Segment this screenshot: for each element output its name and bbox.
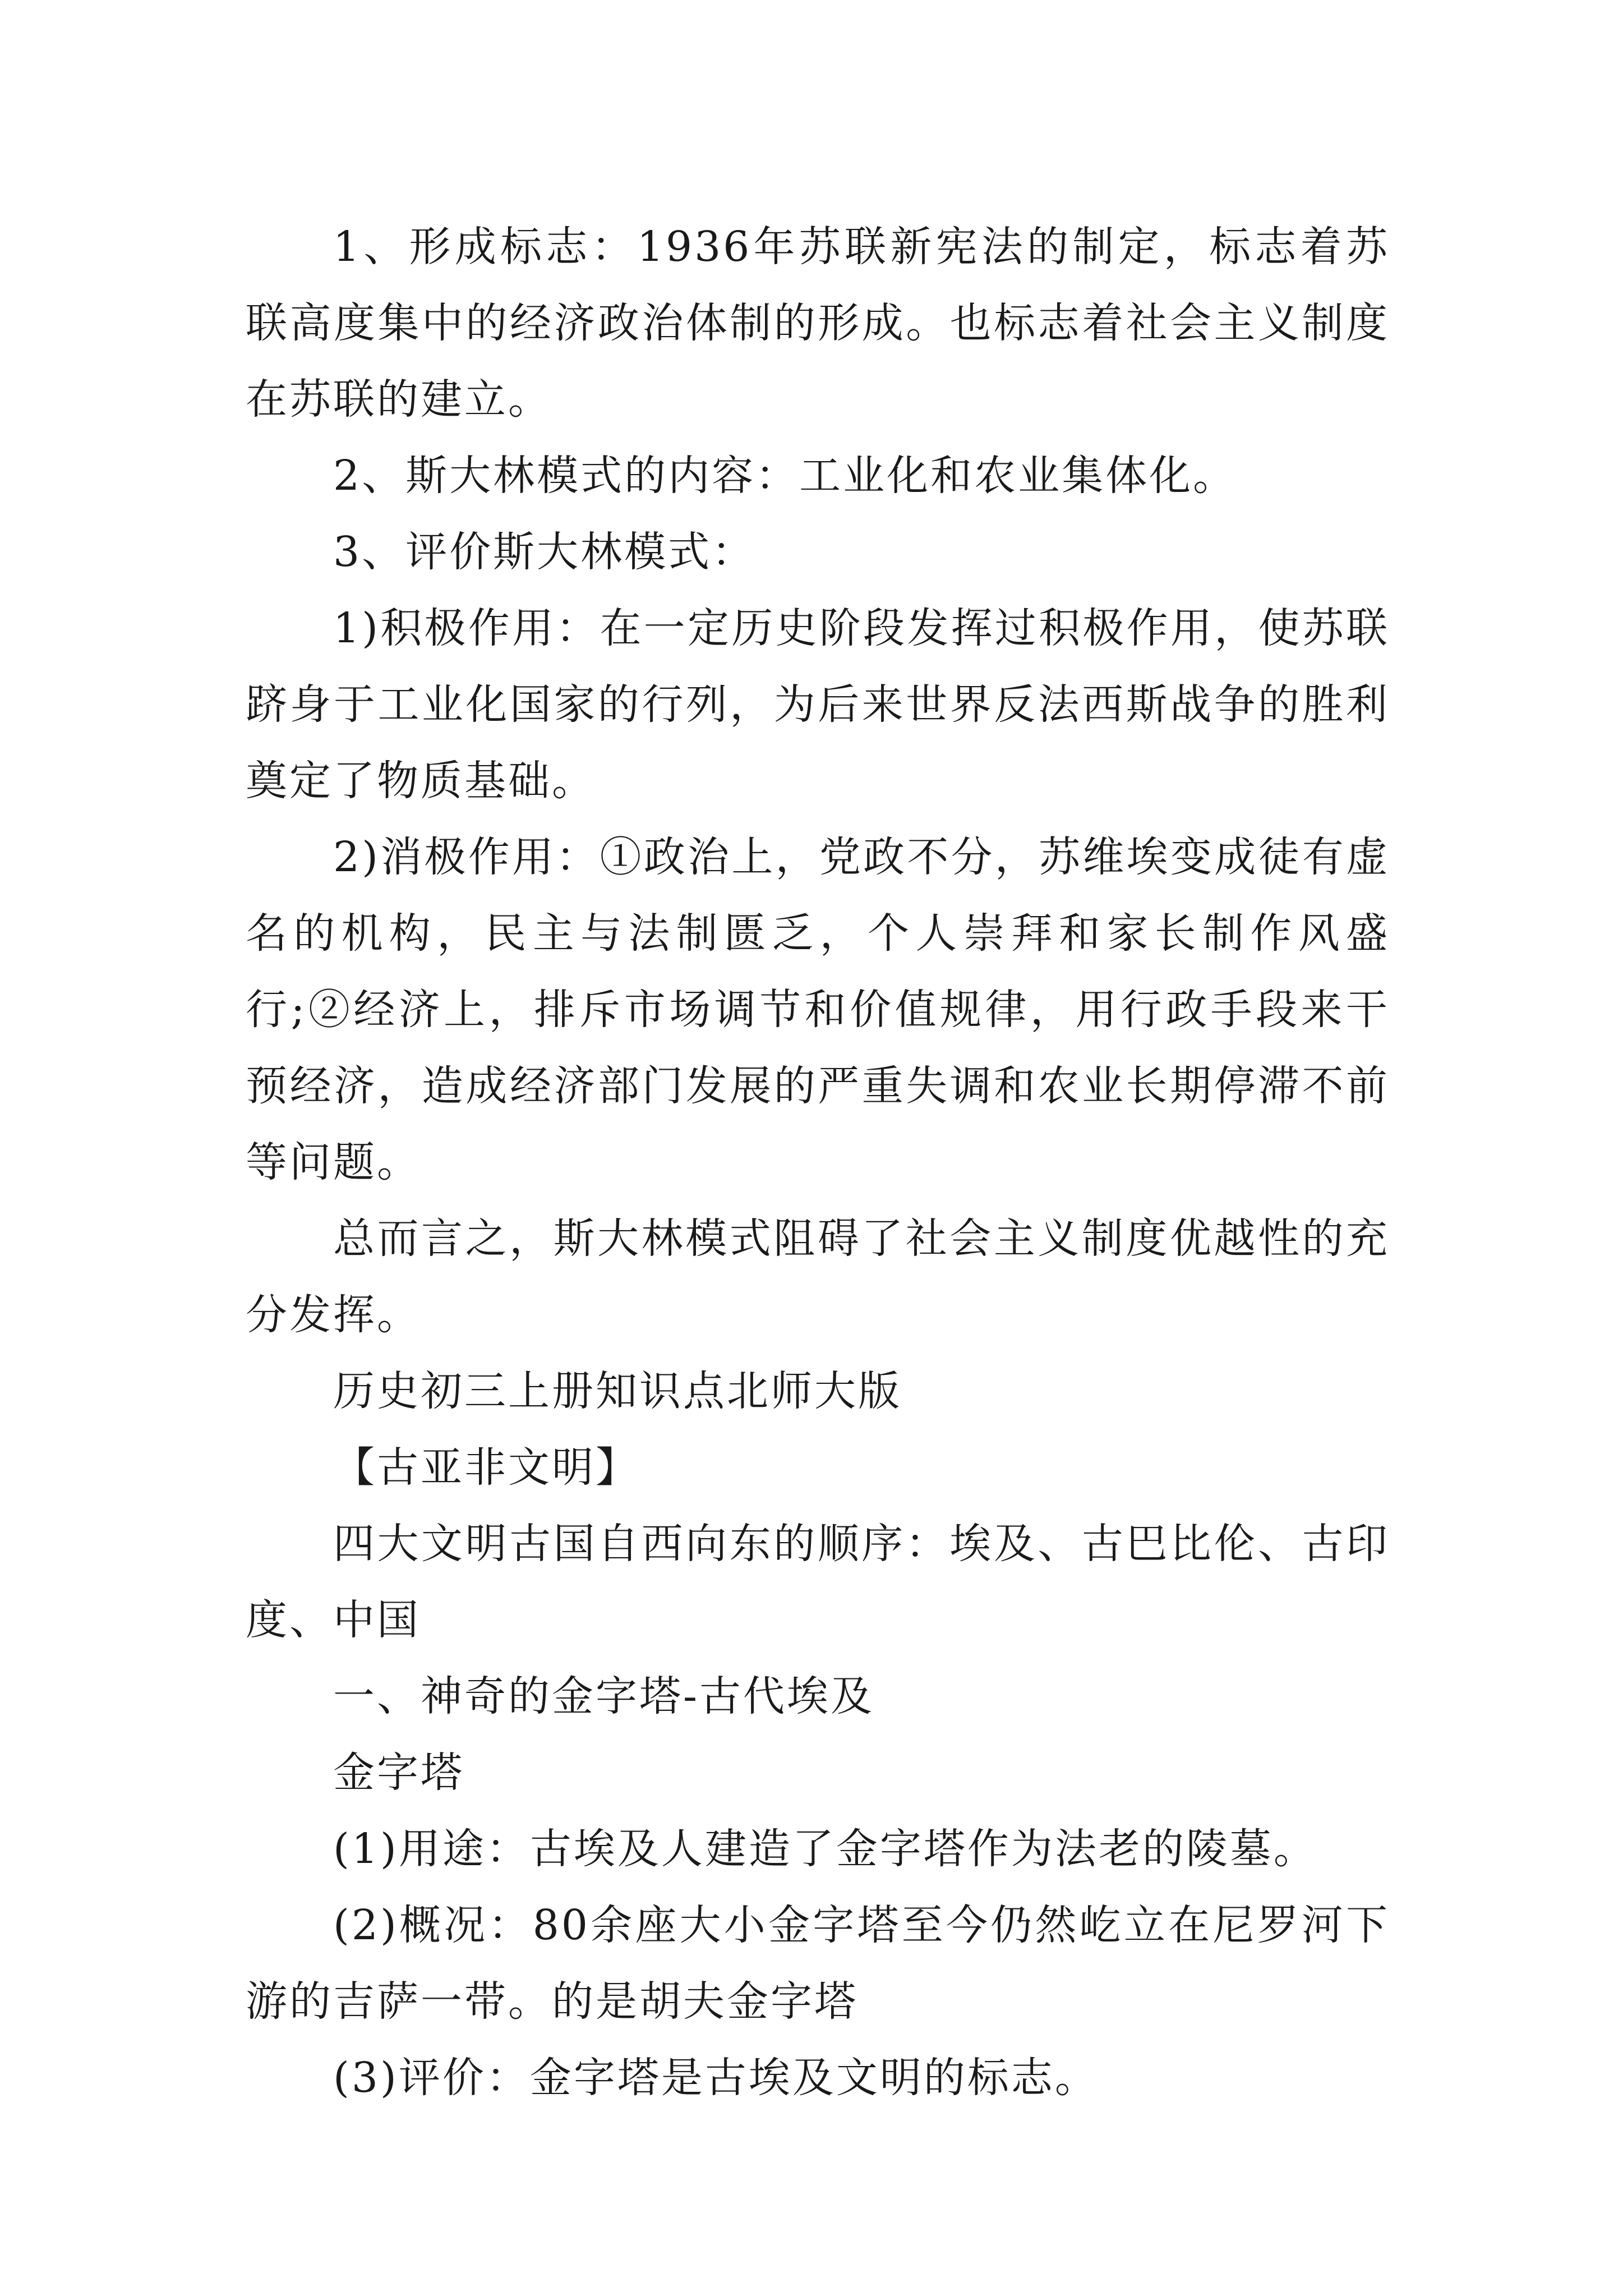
list-item-evaluation: (3)评价：金字塔是古埃及文明的标志。	[333, 2054, 1099, 2102]
subsection-heading-pyramids: 一、神奇的金字塔-古代埃及	[333, 1672, 875, 1720]
section-heading-ancient-civilizations: 【古亚非文明】	[333, 1443, 639, 1492]
list-item-overview: (2)概况：80余座大小金字塔至今仍然屹立在尼罗河下游的吉萨一带。的是胡夫金字塔	[246, 1901, 1390, 2026]
document-body	[246, 209, 1390, 2116]
paragraph-evaluation-heading: 3、评价斯大林模式：	[333, 528, 756, 576]
section-title: 历史初三上册知识点北师大版	[333, 1367, 902, 1415]
paragraph-formation-sign: 1、形成标志：1936年苏联新宪法的制定，标志着苏联高度集中的经济政治体制的形成。也标志着社会主义制度在苏联的建立。	[246, 223, 1390, 424]
list-item-purpose: (1)用途：古埃及人建造了金字塔作为法老的陵墓。	[333, 1825, 1317, 1873]
paragraph-stalin-model-content: 2、斯大林模式的内容：工业化和农业集体化。	[333, 452, 1237, 500]
paragraph-four-civilizations: 四大文明古国自西向东的顺序：埃及、古巴比伦、古印度、中国	[246, 1520, 1390, 1644]
paragraph-summary: 总而言之，斯大林模式阻碍了社会主义制度优越性的充分发挥。	[246, 1214, 1390, 1339]
topic-label-pyramid: 金字塔	[333, 1749, 464, 1797]
paragraph-negative-effect: 2)消极作用：①政治上，党政不分，苏维埃变成徒有虚名的机构，民主与法制匮乏，个人崇拜和家长制作风盛行;②经济上，排斥市场调节和价值规律，用行政手段来干预经济，造成经济部门发展的严重失调和农业长期停滞不前等问题。	[246, 833, 1390, 1186]
paragraph-positive-effect: 1)积极作用：在一定历史阶段发挥过积极作用，使苏联跻身于工业化国家的行列，为后来世界反法西斯战争的胜利奠定了物质基础。	[246, 604, 1390, 805]
